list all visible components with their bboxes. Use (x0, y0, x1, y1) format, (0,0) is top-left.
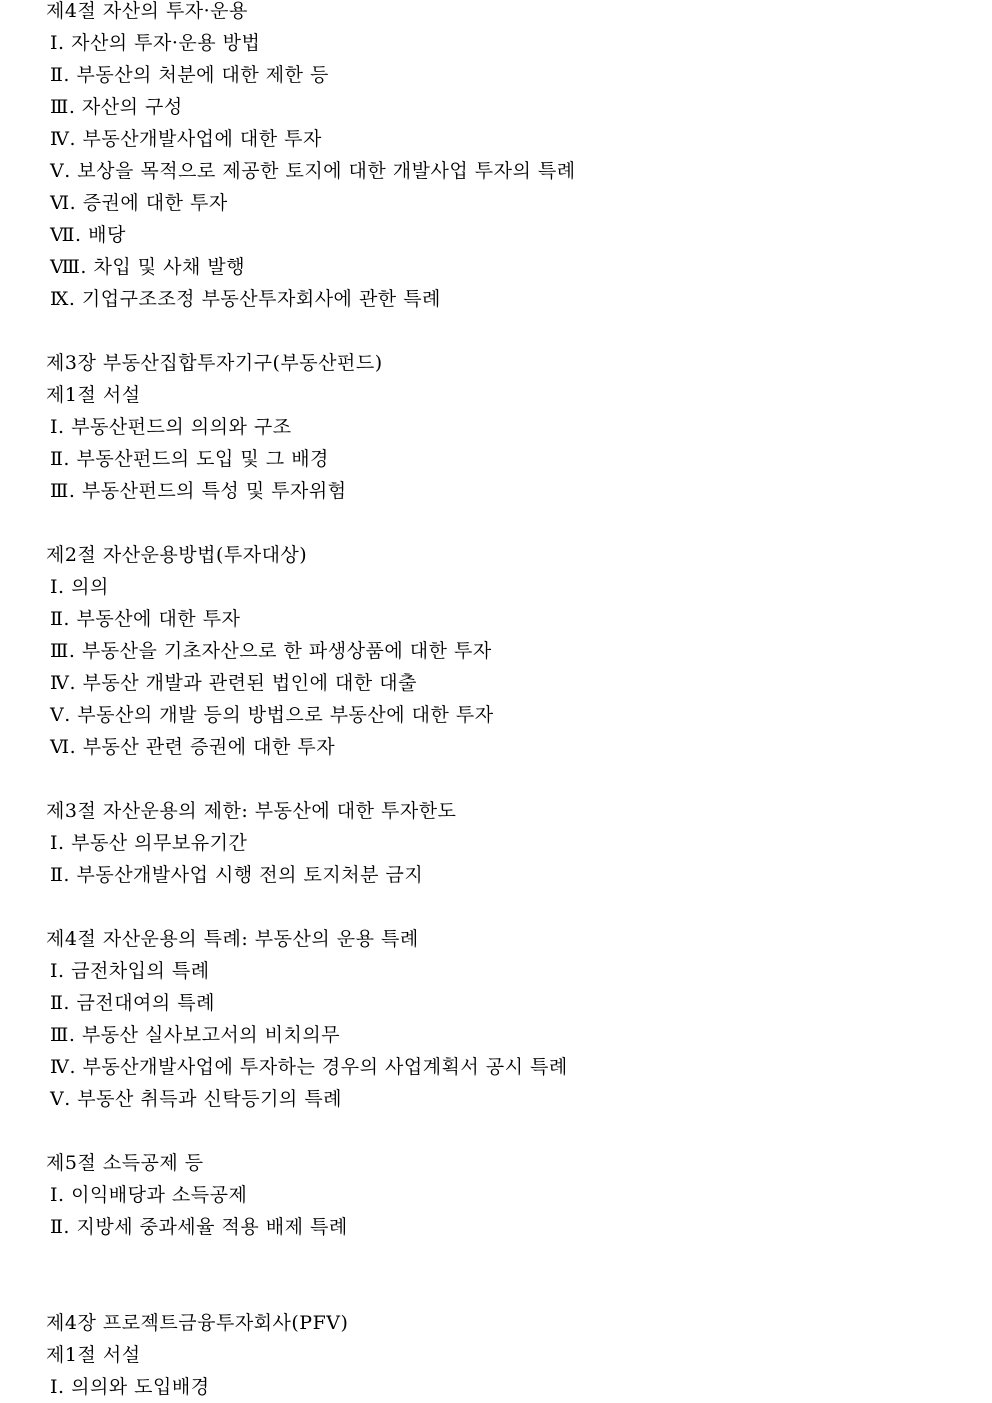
toc-item: Ⅲ. 부동산을 기초자산으로 한 파생상품에 대한 투자 (50, 640, 492, 662)
section-heading: 제4절 자산의 투자·운용 (46, 0, 248, 22)
toc-item: Ⅰ. 금전차입의 특례 (50, 960, 210, 982)
toc-item: Ⅵ. 부동산 관련 증권에 대한 투자 (50, 736, 336, 758)
spacer (46, 891, 966, 923)
spacer (46, 763, 966, 795)
toc-item: Ⅸ. 기업구조조정 부동산투자회사에 관한 특례 (50, 288, 441, 310)
toc-item: Ⅴ. 보상을 목적으로 제공한 토지에 대한 개발사업 투자의 특례 (50, 160, 576, 182)
section-block (46, 539, 966, 763)
toc-item: Ⅰ. 이익배당과 소득공제 (50, 1184, 248, 1206)
toc-item: Ⅷ. 차입 및 사채 발행 (50, 256, 246, 278)
chapter-heading: 제4장 프로젝트금융투자회사(PFV) (46, 1312, 349, 1334)
section-heading: 제1절 서설 (46, 1344, 141, 1366)
toc-item: Ⅲ. 부동산 실사보고서의 비치의무 (50, 1024, 341, 1046)
chapter-heading: 제3장 부동산집합투자기구(부동산펀드) (46, 352, 383, 374)
toc-item: Ⅱ. 부동산펀드의 도입 및 그 배경 (50, 448, 329, 470)
toc-item: Ⅶ. 배당 (50, 224, 126, 246)
section-heading: 제4절 자산운용의 특례: 부동산의 운용 특례 (46, 928, 419, 950)
spacer (46, 315, 966, 347)
section-block (46, 0, 966, 315)
toc-item: Ⅱ. 지방세 중과세율 적용 배제 특례 (50, 1216, 348, 1238)
toc-item: Ⅲ. 부동산펀드의 특성 및 투자위험 (50, 480, 347, 502)
toc-item: Ⅲ. 자산의 구성 (50, 96, 183, 118)
toc-item: Ⅱ. 금전대여의 특례 (50, 992, 216, 1014)
toc-item: Ⅰ. 부동산펀드의 의의와 구조 (50, 416, 292, 438)
toc-item: Ⅳ. 부동산개발사업에 대한 투자 (50, 128, 322, 150)
chapter-block (46, 1307, 966, 1403)
toc-item: Ⅰ. 부동산 의무보유기간 (50, 832, 248, 854)
toc-item: Ⅵ. 증권에 대한 투자 (50, 192, 228, 214)
spacer (46, 1243, 966, 1307)
spacer (46, 1115, 966, 1147)
section-heading: 제3절 자산운용의 제한: 부동산에 대한 투자한도 (46, 800, 457, 822)
section-block (46, 1147, 966, 1243)
toc-item: Ⅱ. 부동산의 처분에 대한 제한 등 (50, 64, 329, 86)
section-block (46, 923, 966, 1115)
toc-item: Ⅳ. 부동산 개발과 관련된 법인에 대한 대출 (50, 672, 417, 694)
spacer (46, 507, 966, 539)
table-of-contents (46, 0, 966, 1403)
section-heading: 제1절 서설 (46, 384, 141, 406)
chapter-block (46, 347, 966, 507)
section-heading: 제5절 소득공제 등 (46, 1152, 204, 1174)
toc-item: Ⅴ. 부동산의 개발 등의 방법으로 부동산에 대한 투자 (50, 704, 494, 726)
toc-item: Ⅳ. 부동산개발사업에 투자하는 경우의 사업계획서 공시 특례 (50, 1056, 568, 1078)
toc-item: Ⅰ. 자산의 투자·운용 방법 (50, 32, 261, 54)
toc-item: Ⅱ. 부동산개발사업 시행 전의 토지처분 금지 (50, 864, 424, 886)
section-heading: 제2절 자산운용방법(투자대상) (46, 544, 308, 566)
toc-item: Ⅴ. 부동산 취득과 신탁등기의 특례 (50, 1088, 343, 1110)
toc-item: Ⅰ. 의의 (50, 576, 109, 598)
section-block (46, 795, 966, 891)
toc-item: Ⅰ. 의의와 도입배경 (50, 1376, 210, 1398)
toc-item: Ⅱ. 부동산에 대한 투자 (50, 608, 241, 630)
